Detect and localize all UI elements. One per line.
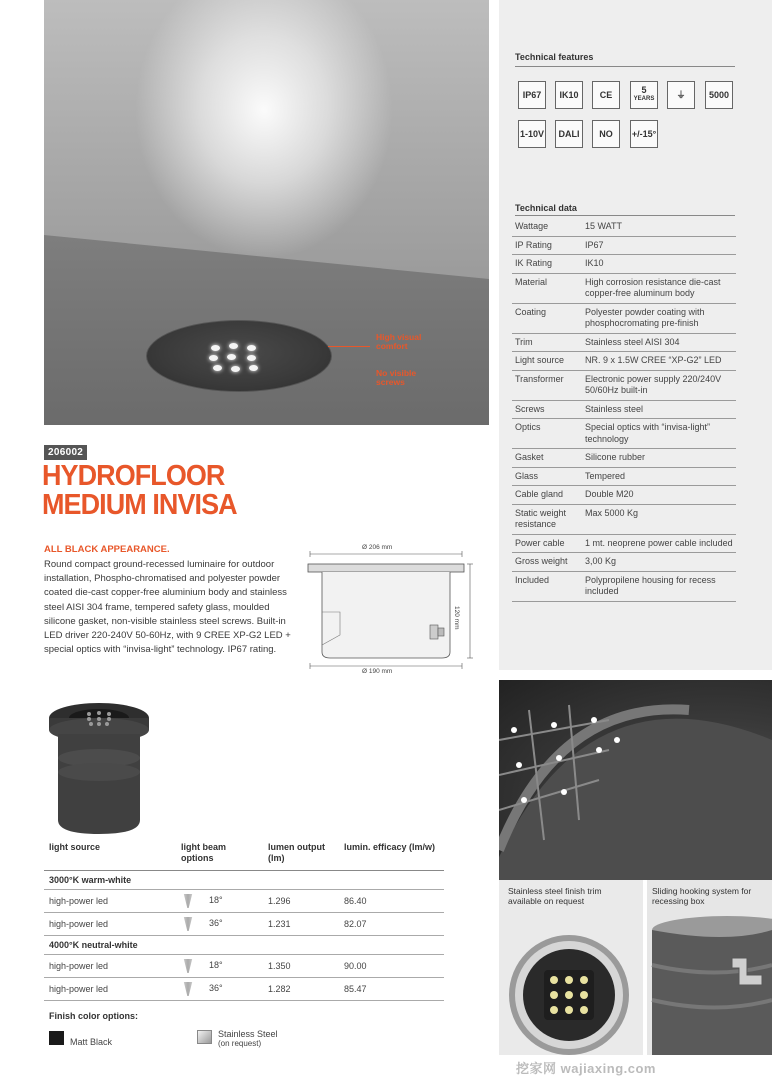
technical-data-key: Material: [512, 273, 582, 303]
efficacy-cell: 86.40: [339, 890, 444, 913]
technical-data-key: Optics: [512, 419, 582, 449]
ip67-label: IP67: [522, 89, 542, 100]
technical-data-value: Silicone rubber: [582, 449, 736, 468]
technical-data-key: Gasket: [512, 449, 582, 468]
technical-data-value: 3,00 Kg: [582, 553, 736, 572]
beam-angle-icon: [181, 917, 195, 931]
dimension-drawing-svg: [300, 540, 490, 680]
stainless-trim-illustration: [499, 880, 643, 1055]
beam-angle-label: 36°: [209, 983, 223, 994]
ik10-label: IK10: [559, 89, 579, 100]
efficacy-cell: 90.00: [339, 955, 444, 978]
beam-cell: [176, 890, 263, 913]
weight-load-icon: [705, 81, 733, 109]
dimension-bottom-label: Ø 190 mm: [362, 668, 393, 675]
technical-data-value: IP67: [582, 236, 736, 255]
beam-cell: [176, 978, 263, 1001]
tilt-label: +/-15°: [631, 128, 657, 139]
technical-data-row: [512, 303, 736, 333]
technical-data-row: [512, 352, 736, 371]
finish-label-matt-black: Matt Black: [70, 1037, 113, 1047]
finish-title: Finish color options:: [49, 1011, 138, 1021]
swatch-stainless-steel: [197, 1030, 212, 1044]
technical-data-row: [512, 370, 736, 400]
finish-label-stainless-steel: Stainless Steel: [218, 1029, 278, 1039]
efficacy-cell: 82.07: [339, 913, 444, 936]
technical-data-key: Power cable: [512, 534, 582, 553]
technical-data-value: Tempered: [582, 467, 736, 486]
technical-data-value: Electronic power supply 220/240V 50/60Hz built-in: [582, 370, 736, 400]
led-closeup-illustration: [499, 680, 772, 880]
technical-data-value: Double M20: [582, 486, 736, 505]
divider: [515, 215, 735, 216]
fixture-top-view: [146, 320, 332, 392]
warranty-years-label: YEARS: [633, 96, 655, 102]
warranty-icon: [630, 81, 658, 109]
dimension-height-label: 120 mm: [453, 606, 460, 630]
warranty-label: 5: [641, 85, 647, 95]
photometric-group-label: 4000°K neutral-white: [44, 936, 444, 955]
photo-hooking-system: [647, 880, 772, 1055]
lumen-cell: 1.350: [263, 955, 339, 978]
caption-stainless-trim: Stainless steel finish trim available on request: [508, 886, 602, 906]
technical-data-key: Wattage: [512, 218, 582, 236]
col-lumen: lumen output (lm): [263, 838, 339, 871]
product-title: [42, 462, 237, 520]
technical-data-row: [512, 236, 736, 255]
technical-data-value: Polyester powder coating with phosphocromating pre-finish: [582, 303, 736, 333]
ground-label: ⏚: [676, 89, 686, 100]
dali-icon: [555, 120, 583, 148]
photometric-group-row: [44, 936, 444, 955]
technical-data-row: [512, 419, 736, 449]
caption-hooking-system: Sliding hooking system for recessing box: [652, 886, 752, 906]
ik10-icon: [555, 81, 583, 109]
beam-angle-label: 18°: [209, 895, 223, 906]
technical-data-value: IK10: [582, 255, 736, 274]
technical-data-key: Included: [512, 571, 582, 601]
light-source-cell: high-power led: [44, 978, 176, 1001]
light-source-cell: high-power led: [44, 913, 176, 936]
technical-data-key: Light source: [512, 352, 582, 371]
ce-mark-label: CE: [599, 89, 613, 100]
finish-note-stainless-steel: (on request): [218, 1039, 262, 1048]
watermark: 挖家网 wajiaxing.com: [516, 1061, 656, 1076]
technical-data-key: IK Rating: [512, 255, 582, 274]
ce-mark-icon: [592, 81, 620, 109]
technical-data-row: [512, 333, 736, 352]
photometric-row: [44, 955, 444, 978]
technical-data-key: Coating: [512, 303, 582, 333]
swatch-matt-black: [49, 1031, 64, 1045]
technical-data-key: Transformer: [512, 370, 582, 400]
technical-data-value: Special optics with “invisa-light” technology: [582, 419, 736, 449]
dimension-top-label: Ø 206 mm: [362, 544, 393, 551]
photometric-group-label: 3000°K warm-white: [44, 871, 444, 890]
technical-data-value: Polypropilene housing for recess included: [582, 571, 736, 601]
technical-data-row: [512, 273, 736, 303]
technical-data-key: Static weight resistance: [512, 504, 582, 534]
technical-data-row: [512, 400, 736, 419]
technical-data-row: [512, 486, 736, 505]
technical-data-value: Stainless steel: [582, 400, 736, 419]
lumen-cell: 1.231: [263, 913, 339, 936]
beam-angle-icon: [181, 982, 195, 996]
beam-angle-label: 18°: [209, 960, 223, 971]
callout-high-visual-comfort: High visual comfort: [376, 332, 422, 351]
photometric-row: [44, 978, 444, 1001]
beam-angle-icon: [181, 959, 195, 973]
beam-cell: [176, 913, 263, 936]
product-description: Round compact ground-recessed luminaire for outdoor installation, Phospho-chromatised and polyester powder coated die-cast copper-free aluminium body and stainless steel AISI 304 frame, tempered safety glass, moulded silicone gasket, non-visible stainless steel screws. Built-in LED driver 220-240V 50-60Hz, with 9 CREE XP-G2 LED + special optics with “invisa-light” technology. IP67 rating.: [44, 559, 291, 656]
tilt-icon: [630, 120, 658, 148]
fixture-illustration: [44, 700, 154, 840]
technical-data-value: High corrosion resistance die-cast copper-free aluminum body: [582, 273, 736, 303]
technical-data-key: IP Rating: [512, 236, 582, 255]
product-title-line1: HYDROFLOOR: [42, 460, 225, 492]
lumen-cell: 1.296: [263, 890, 339, 913]
wall-light-glow: [134, 0, 394, 260]
photometric-group-row: [44, 871, 444, 890]
photo-led-closeup: [499, 680, 772, 880]
beam-angle-icon: [181, 894, 195, 908]
hooking-system-illustration: [647, 880, 772, 1055]
dali-label: DALI: [558, 128, 580, 139]
lumen-cell: 1.282: [263, 978, 339, 1001]
dimming-icon: [518, 120, 546, 148]
technical-data-key: Glass: [512, 467, 582, 486]
technical-data-row: [512, 449, 736, 468]
technical-data-key: Cable gland: [512, 486, 582, 505]
technical-data-row: [512, 553, 736, 572]
photometric-row: [44, 890, 444, 913]
photo-stainless-trim: [499, 880, 643, 1055]
technical-data-key: Gross weight: [512, 553, 582, 572]
technical-data-title: Technical data: [515, 203, 577, 213]
technical-data-row: [512, 255, 736, 274]
col-light-source: light source: [44, 838, 176, 871]
callout-line: [328, 346, 370, 347]
technical-data-row: [512, 534, 736, 553]
divider: [515, 66, 735, 67]
beam-angle-label: 36°: [209, 918, 223, 929]
callout-no-visible-screws: No visible screws: [376, 368, 417, 387]
photometric-table: [44, 838, 444, 1001]
technical-data-row: [512, 571, 736, 601]
product-title-line2: MEDIUM INVISA: [42, 489, 237, 521]
technical-data-table: [512, 218, 736, 602]
technical-features-title: Technical features: [515, 52, 594, 62]
technical-data-value: Max 5000 Kg: [582, 504, 736, 534]
hero-photo: [44, 0, 489, 425]
technical-data-row: [512, 504, 736, 534]
technical-data-value: 15 WATT: [582, 218, 736, 236]
beam-cell: [176, 955, 263, 978]
technical-data-row: [512, 218, 736, 236]
light-source-cell: high-power led: [44, 955, 176, 978]
technical-data-row: [512, 467, 736, 486]
product-code: 206002: [44, 445, 87, 460]
technical-data-value: NR. 9 x 1.5W CREE “XP-G2” LED: [582, 352, 736, 371]
no-bulb-icon: [592, 120, 620, 148]
ip67-icon: [518, 81, 546, 109]
product-photo-fixture: [44, 700, 154, 840]
technical-data-key: Screws: [512, 400, 582, 419]
technical-data-value: Stainless steel AISI 304: [582, 333, 736, 352]
technical-data-key: Trim: [512, 333, 582, 352]
efficacy-cell: 85.47: [339, 978, 444, 1001]
footer: [516, 1058, 656, 1077]
photometric-row: [44, 913, 444, 936]
light-source-cell: high-power led: [44, 890, 176, 913]
col-light-beam: light beam options: [176, 838, 263, 871]
ground-icon: [667, 81, 695, 109]
dimming-label: 1-10V: [519, 128, 545, 139]
no-bulb-label: NO: [599, 128, 613, 139]
dimension-drawing: [300, 540, 490, 680]
product-subtitle: ALL BLACK APPEARANCE.: [44, 544, 170, 555]
weight-load-label: 5000: [708, 89, 730, 100]
col-efficacy: lumin. efficacy (lm/w): [339, 838, 444, 871]
technical-data-value: 1 mt. neoprene power cable included: [582, 534, 736, 553]
